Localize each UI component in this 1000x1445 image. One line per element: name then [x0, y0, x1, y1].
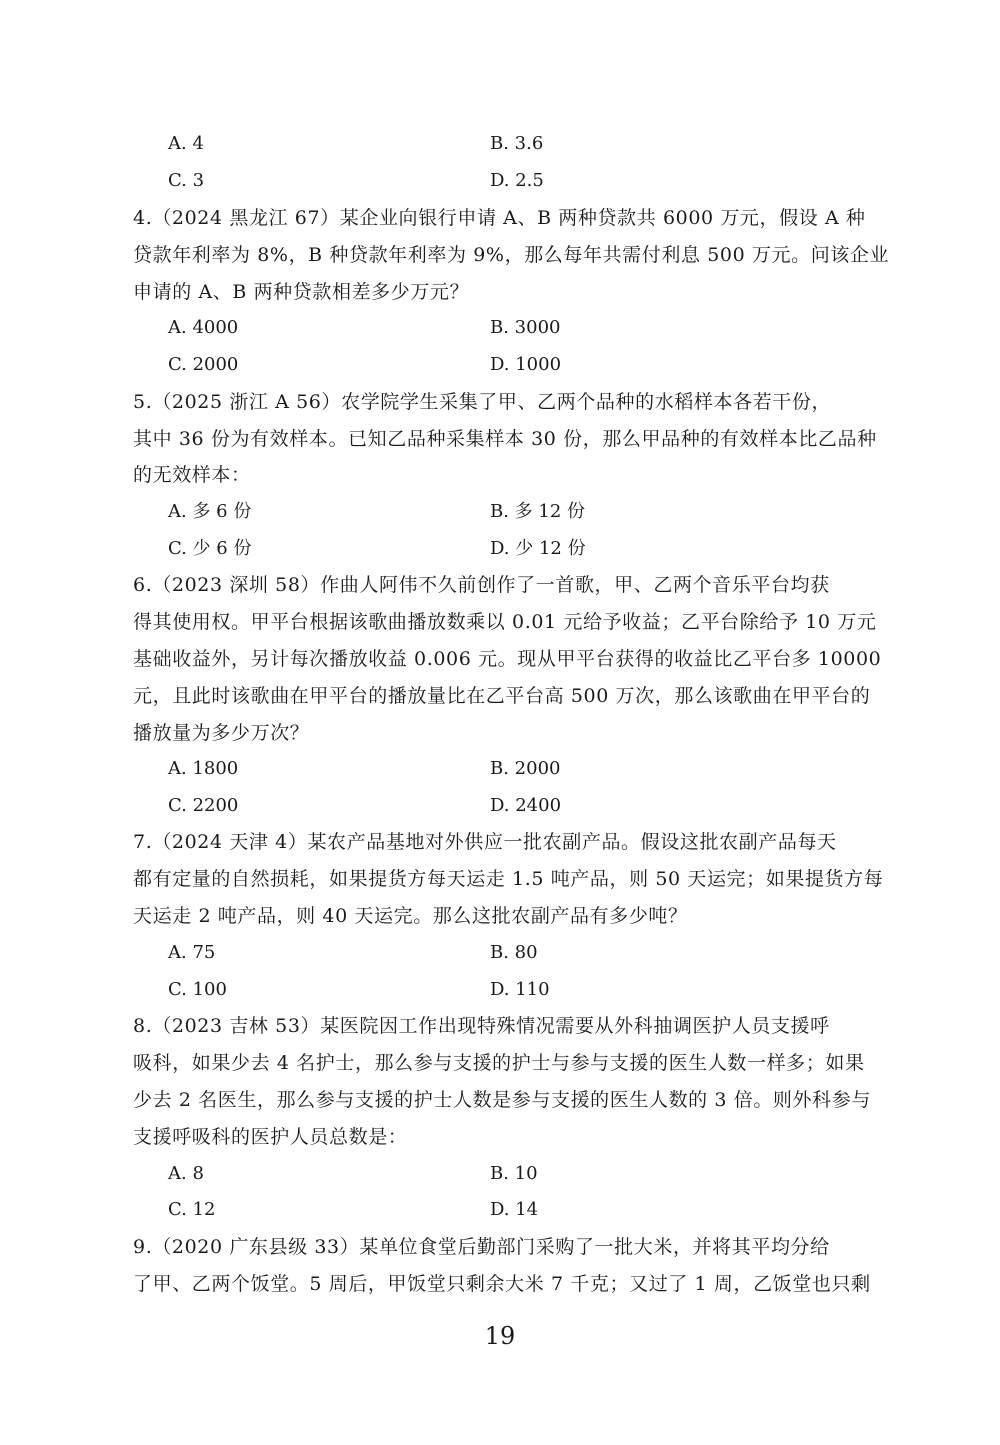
q8-option-c: C. 12 — [168, 1199, 216, 1220]
q8-option-a: A. 8 — [168, 1163, 204, 1184]
q5-text-line-1: 5.（2025 浙江 A 56）农学院学生采集了甲、乙两个品种的水稻样本各若干份， — [133, 391, 832, 413]
q8-text-line-4: 支援呼吸科的医护人员总数是： — [133, 1126, 408, 1148]
q5-option-c: C. 少 6 份 — [168, 538, 252, 559]
q7-text-line-3: 天运走 2 吨产品，则 40 天运完。那么这批农副产品有多少吨？ — [133, 905, 688, 927]
q5-text-line-2: 其中 36 份为有效样本。已知乙品种采集样本 30 份，那么甲品种的有效样本比乙品种 — [133, 428, 877, 450]
q6-text-line-2: 得其使用权。甲平台根据该歌曲播放数乘以 0.01 元给予收益；乙平台除给予 10 万元 — [133, 611, 877, 633]
q6-option-b: B. 2000 — [490, 758, 561, 779]
q4-option-b: B. 3000 — [490, 317, 561, 338]
q5-option-a: A. 多 6 份 — [168, 501, 252, 522]
q6-text-line-4: 元，且此时该歌曲在甲平台的播放量比在乙平台高 500 万次，那么该歌曲在甲平台的 — [133, 685, 871, 707]
q4-text-line-2: 贷款年利率为 8%，B 种贷款年利率为 9%，那么每年共需付利息 500 万元。问该企业 — [133, 244, 890, 266]
q9-text-line-1: 9.（2020 广东县级 33）某单位食堂后勤部门采购了一批大米，并将其平均分给 — [133, 1236, 830, 1258]
q3-option-d: D. 2.5 — [490, 170, 544, 191]
q9-text-line-2: 了甲、乙两个饭堂。5 周后，甲饭堂只剩余大米 7 千克；又过了 1 周，乙饭堂也只剩 — [133, 1273, 871, 1295]
q5-option-d: D. 少 12 份 — [490, 538, 586, 559]
q3-option-c: C. 3 — [168, 170, 205, 191]
q7-text-line-2: 都有定量的自然损耗，如果提货方每天运走 1.5 吨产品，则 50 天运完；如果提货方每 — [133, 868, 884, 890]
q6-text-line-5: 播放量为多少万次？ — [133, 722, 310, 744]
q8-text-line-1: 8.（2023 吉林 53）某医院因工作出现特殊情况需要从外科抽调医护人员支援呼 — [133, 1015, 830, 1037]
q8-text-line-2: 吸科，如果少去 4 名护士，那么参与支援的护士与参与支援的医生人数一样多；如果 — [133, 1052, 865, 1074]
q7-option-b: B. 80 — [490, 942, 538, 963]
q6-option-a: A. 1800 — [168, 758, 239, 779]
q6-text-line-3: 基础收益外，另计每次播放收益 0.006 元。现从甲平台获得的收益比乙平台多 10000 — [133, 648, 882, 670]
q4-option-c: C. 2000 — [168, 354, 239, 375]
q4-option-d: D. 1000 — [490, 354, 562, 375]
q3-option-a: A. 4 — [168, 133, 204, 154]
q7-text-line-1: 7.（2024 天津 4）某农产品基地对外供应一批农副产品。假设这批农副产品每天 — [133, 831, 837, 853]
q8-text-line-3: 少去 2 名医生，那么参与支援的护士人数是参与支援的医生人数的 3 倍。则外科参与 — [133, 1089, 871, 1111]
page-number: 19 — [484, 1322, 516, 1350]
q5-option-b: B. 多 12 份 — [490, 501, 586, 522]
q8-option-b: B. 10 — [490, 1163, 538, 1184]
q5-text-line-3: 的无效样本： — [133, 464, 251, 486]
q7-option-c: C. 100 — [168, 979, 227, 1000]
q8-option-d: D. 14 — [490, 1199, 539, 1220]
q6-text-line-1: 6.（2023 深圳 58）作曲人阿伟不久前创作了一首歌，甲、乙两个音乐平台均获 — [133, 574, 830, 596]
q7-option-a: A. 75 — [168, 942, 216, 963]
q3-option-b: B. 3.6 — [490, 133, 544, 154]
q6-option-c: C. 2200 — [168, 795, 239, 816]
q4-text-line-1: 4.（2024 黑龙江 67）某企业向银行申请 A、B 两种贷款共 6000 万元，假设 A 种 — [133, 207, 866, 229]
q4-option-a: A. 4000 — [168, 317, 239, 338]
q6-option-d: D. 2400 — [490, 795, 562, 816]
q4-text-line-3: 申请的 A、B 两种贷款相差多少万元？ — [133, 281, 470, 303]
q7-option-d: D. 110 — [490, 979, 550, 1000]
